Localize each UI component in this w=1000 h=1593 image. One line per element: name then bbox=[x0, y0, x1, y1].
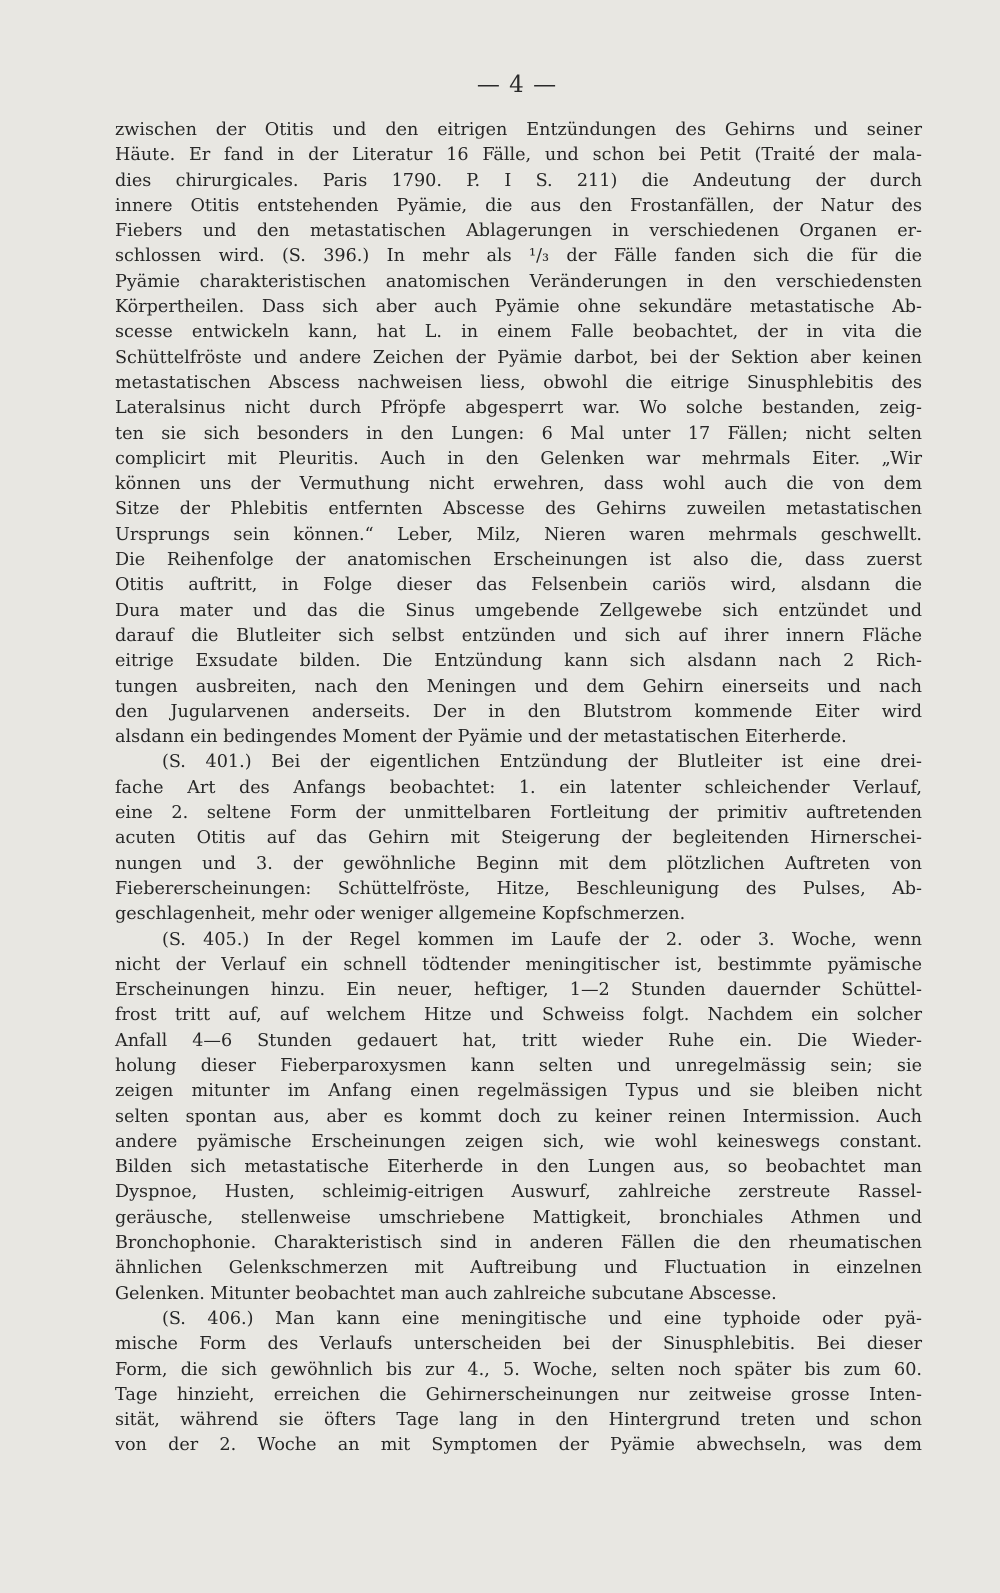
text-line: von der 2. Woche an mit Symptomen der Pyämie abwechseln, was dem bbox=[115, 1435, 922, 1456]
text-line: den Jugularvenen anderseits. Der in den Blutstrom kommende Eiter wird bbox=[115, 701, 922, 722]
text-line: geschlagenheit, mehr oder weniger allgemeine Kopfschmerzen. bbox=[115, 904, 686, 925]
text-line: Bilden sich metastatische Eiterherde in den Lungen aus, so beobachtet man bbox=[115, 1157, 922, 1178]
text-line: andere pyämische Erscheinungen zeigen sich, wie wohl keineswegs constant. bbox=[115, 1131, 922, 1152]
text-line: sität, während sie öfters Tage lang in den Hintergrund treten und schon bbox=[115, 1410, 922, 1431]
text-line: fache Art des Anfangs beobachtet: 1. ein latenter schleichender Verlauf, bbox=[115, 777, 922, 798]
text-line: Anfall 4—6 Stunden gedauert hat, tritt wieder Ruhe ein. Die Wieder- bbox=[115, 1030, 922, 1051]
text-line: Dura mater und das die Sinus umgebende Zellgewebe sich entzündet und bbox=[115, 600, 922, 621]
text-line: Erscheinungen hinzu. Ein neuer, heftiger, 1—2 Stunden dauernder Schüttel- bbox=[115, 980, 922, 1001]
text-line: mische Form des Verlaufs unterscheiden bei der Sinusphlebitis. Bei dieser bbox=[115, 1334, 922, 1355]
text-line: Ursprungs sein können.“ Leber, Milz, Nieren waren mehrmals geschwellt. bbox=[115, 524, 922, 545]
text-line: Bronchophonie. Charakteristisch sind in anderen Fällen die den rheumatischen bbox=[115, 1233, 922, 1254]
text-line: selten spontan aus, aber es kommt doch zu keiner reinen Intermission. Auch bbox=[115, 1106, 922, 1127]
text-line: Häute. Er fand in der Literatur 16 Fälle, und schon bei Petit (Traité der mala- bbox=[115, 145, 922, 166]
text-line: (S. 401.) Bei der eigentlichen Entzündung der Blutleiter ist eine drei- bbox=[162, 752, 922, 773]
text-line: complicirt mit Pleuritis. Auch in den Gelenken war mehrmals Eiter. „Wir bbox=[115, 448, 922, 469]
text-line: Die Reihenfolge der anatomischen Erscheinungen ist also die, dass zuerst bbox=[115, 550, 922, 571]
text-line: Sitze der Phlebitis entfernten Abscesse des Gehirns zuweilen metastatischen bbox=[115, 499, 922, 520]
text-line: acuten Otitis auf das Gehirn mit Steigerung der begleitenden Hirnerschei- bbox=[115, 828, 922, 849]
text-line: innere Otitis entstehenden Pyämie, die aus den Frostanfällen, der Natur des bbox=[115, 195, 922, 216]
text-line: metastatischen Abscess nachweisen liess, obwohl die eitrige Sinusphlebitis des bbox=[115, 372, 922, 393]
text-line: zwischen der Otitis und den eitrigen Entzündungen des Gehirns und seiner bbox=[115, 120, 922, 140]
text-line: geräusche, stellenweise umschriebene Mattigkeit, bronchiales Athmen und bbox=[115, 1207, 922, 1228]
text-line: schlossen wird. (S. 396.) In mehr als ¹/₃ der Fälle fanden sich die für die bbox=[115, 246, 922, 267]
text-line: können uns der Vermuthung nicht erwehren, dass wohl auch die von dem bbox=[115, 474, 922, 495]
text-line: ähnlichen Gelenkschmerzen mit Auftreibung und Fluctuation in einzelnen bbox=[115, 1258, 922, 1279]
text-line: ten sie sich besonders in den Lungen: 6 Mal unter 17 Fällen; nicht selten bbox=[115, 423, 922, 444]
text-line: eitrige Exsudate bilden. Die Entzündung kann sich alsdann nach 2 Rich- bbox=[115, 651, 922, 672]
text-line: (S. 406.) Man kann eine meningitische und eine typhoide oder pyä- bbox=[162, 1308, 922, 1329]
text-line: zeigen mitunter im Anfang einen regelmässigen Typus und sie bleiben nicht bbox=[115, 1081, 922, 1102]
text-line: Körpertheilen. Dass sich aber auch Pyämie ohne sekundäre metastatische Ab- bbox=[115, 297, 922, 318]
text-line: Schüttelfröste und andere Zeichen der Pyämie darbot, bei der Sektion aber keinen bbox=[115, 347, 922, 368]
page-number: — 4 — bbox=[476, 72, 558, 98]
text-line: holung dieser Fieberparoxysmen kann selten und unregelmässig sein; sie bbox=[115, 1055, 922, 1076]
text-line: alsdann ein bedingendes Moment der Pyämie und der metastatischen Eiterherde. bbox=[115, 727, 847, 748]
text-line: Form, die sich gewöhnlich bis zur 4., 5. Woche, selten noch später bis zum 60. bbox=[115, 1359, 922, 1380]
text-line: Dyspnoe, Husten, schleimig-eitrigen Auswurf, zahlreiche zerstreute Rassel- bbox=[115, 1182, 922, 1203]
text-line: Pyämie charakteristischen anatomischen Veränderungen in den verschiedensten bbox=[115, 271, 922, 292]
text-line: Otitis auftritt, in Folge dieser das Felsenbein cariös wird, alsdann die bbox=[115, 575, 922, 596]
text-line: nungen und 3. der gewöhnliche Beginn mit dem plötzlichen Auftreten von bbox=[115, 853, 922, 874]
text-line: eine 2. seltene Form der unmittelbaren Fortleitung der primitiv auftretenden bbox=[115, 803, 922, 824]
text-line: Fiebers und den metastatischen Ablagerungen in verschiedenen Organen er- bbox=[115, 221, 922, 242]
text-line: dies chirurgicales. Paris 1790. P. I S. 211) die Andeutung der durch bbox=[115, 170, 922, 191]
text-line: scesse entwickeln kann, hat L. in einem Falle beobachtet, der in vita die bbox=[115, 322, 922, 343]
body-text bbox=[115, 118, 922, 1459]
text-line: tungen ausbreiten, nach den Meningen und dem Gehirn einerseits und nach bbox=[115, 676, 922, 697]
text-line: Fiebererscheinungen: Schüttelfröste, Hitze, Beschleunigung des Pulses, Ab- bbox=[115, 878, 922, 899]
text-line: Tage hinzieht, erreichen die Gehirnerscheinungen nur zeitweise grosse Inten- bbox=[115, 1384, 922, 1405]
text-line: nicht der Verlauf ein schnell tödtender meningitischer ist, bestimmte pyämische bbox=[115, 954, 922, 975]
text-line: Gelenken. Mitunter beobachtet man auch zahlreiche subcutane Abscesse. bbox=[115, 1283, 777, 1304]
text-line: frost tritt auf, auf welchem Hitze und Schweiss folgt. Nachdem ein solcher bbox=[115, 1005, 922, 1026]
text-line: (S. 405.) In der Regel kommen im Laufe der 2. oder 3. Woche, wenn bbox=[162, 929, 922, 950]
text-line: Lateralsinus nicht durch Pfröpfe abgesperrt war. Wo solche bestanden, zeig- bbox=[115, 398, 922, 419]
text-line: darauf die Blutleiter sich selbst entzünden und sich auf ihrer innern Fläche bbox=[115, 625, 922, 646]
